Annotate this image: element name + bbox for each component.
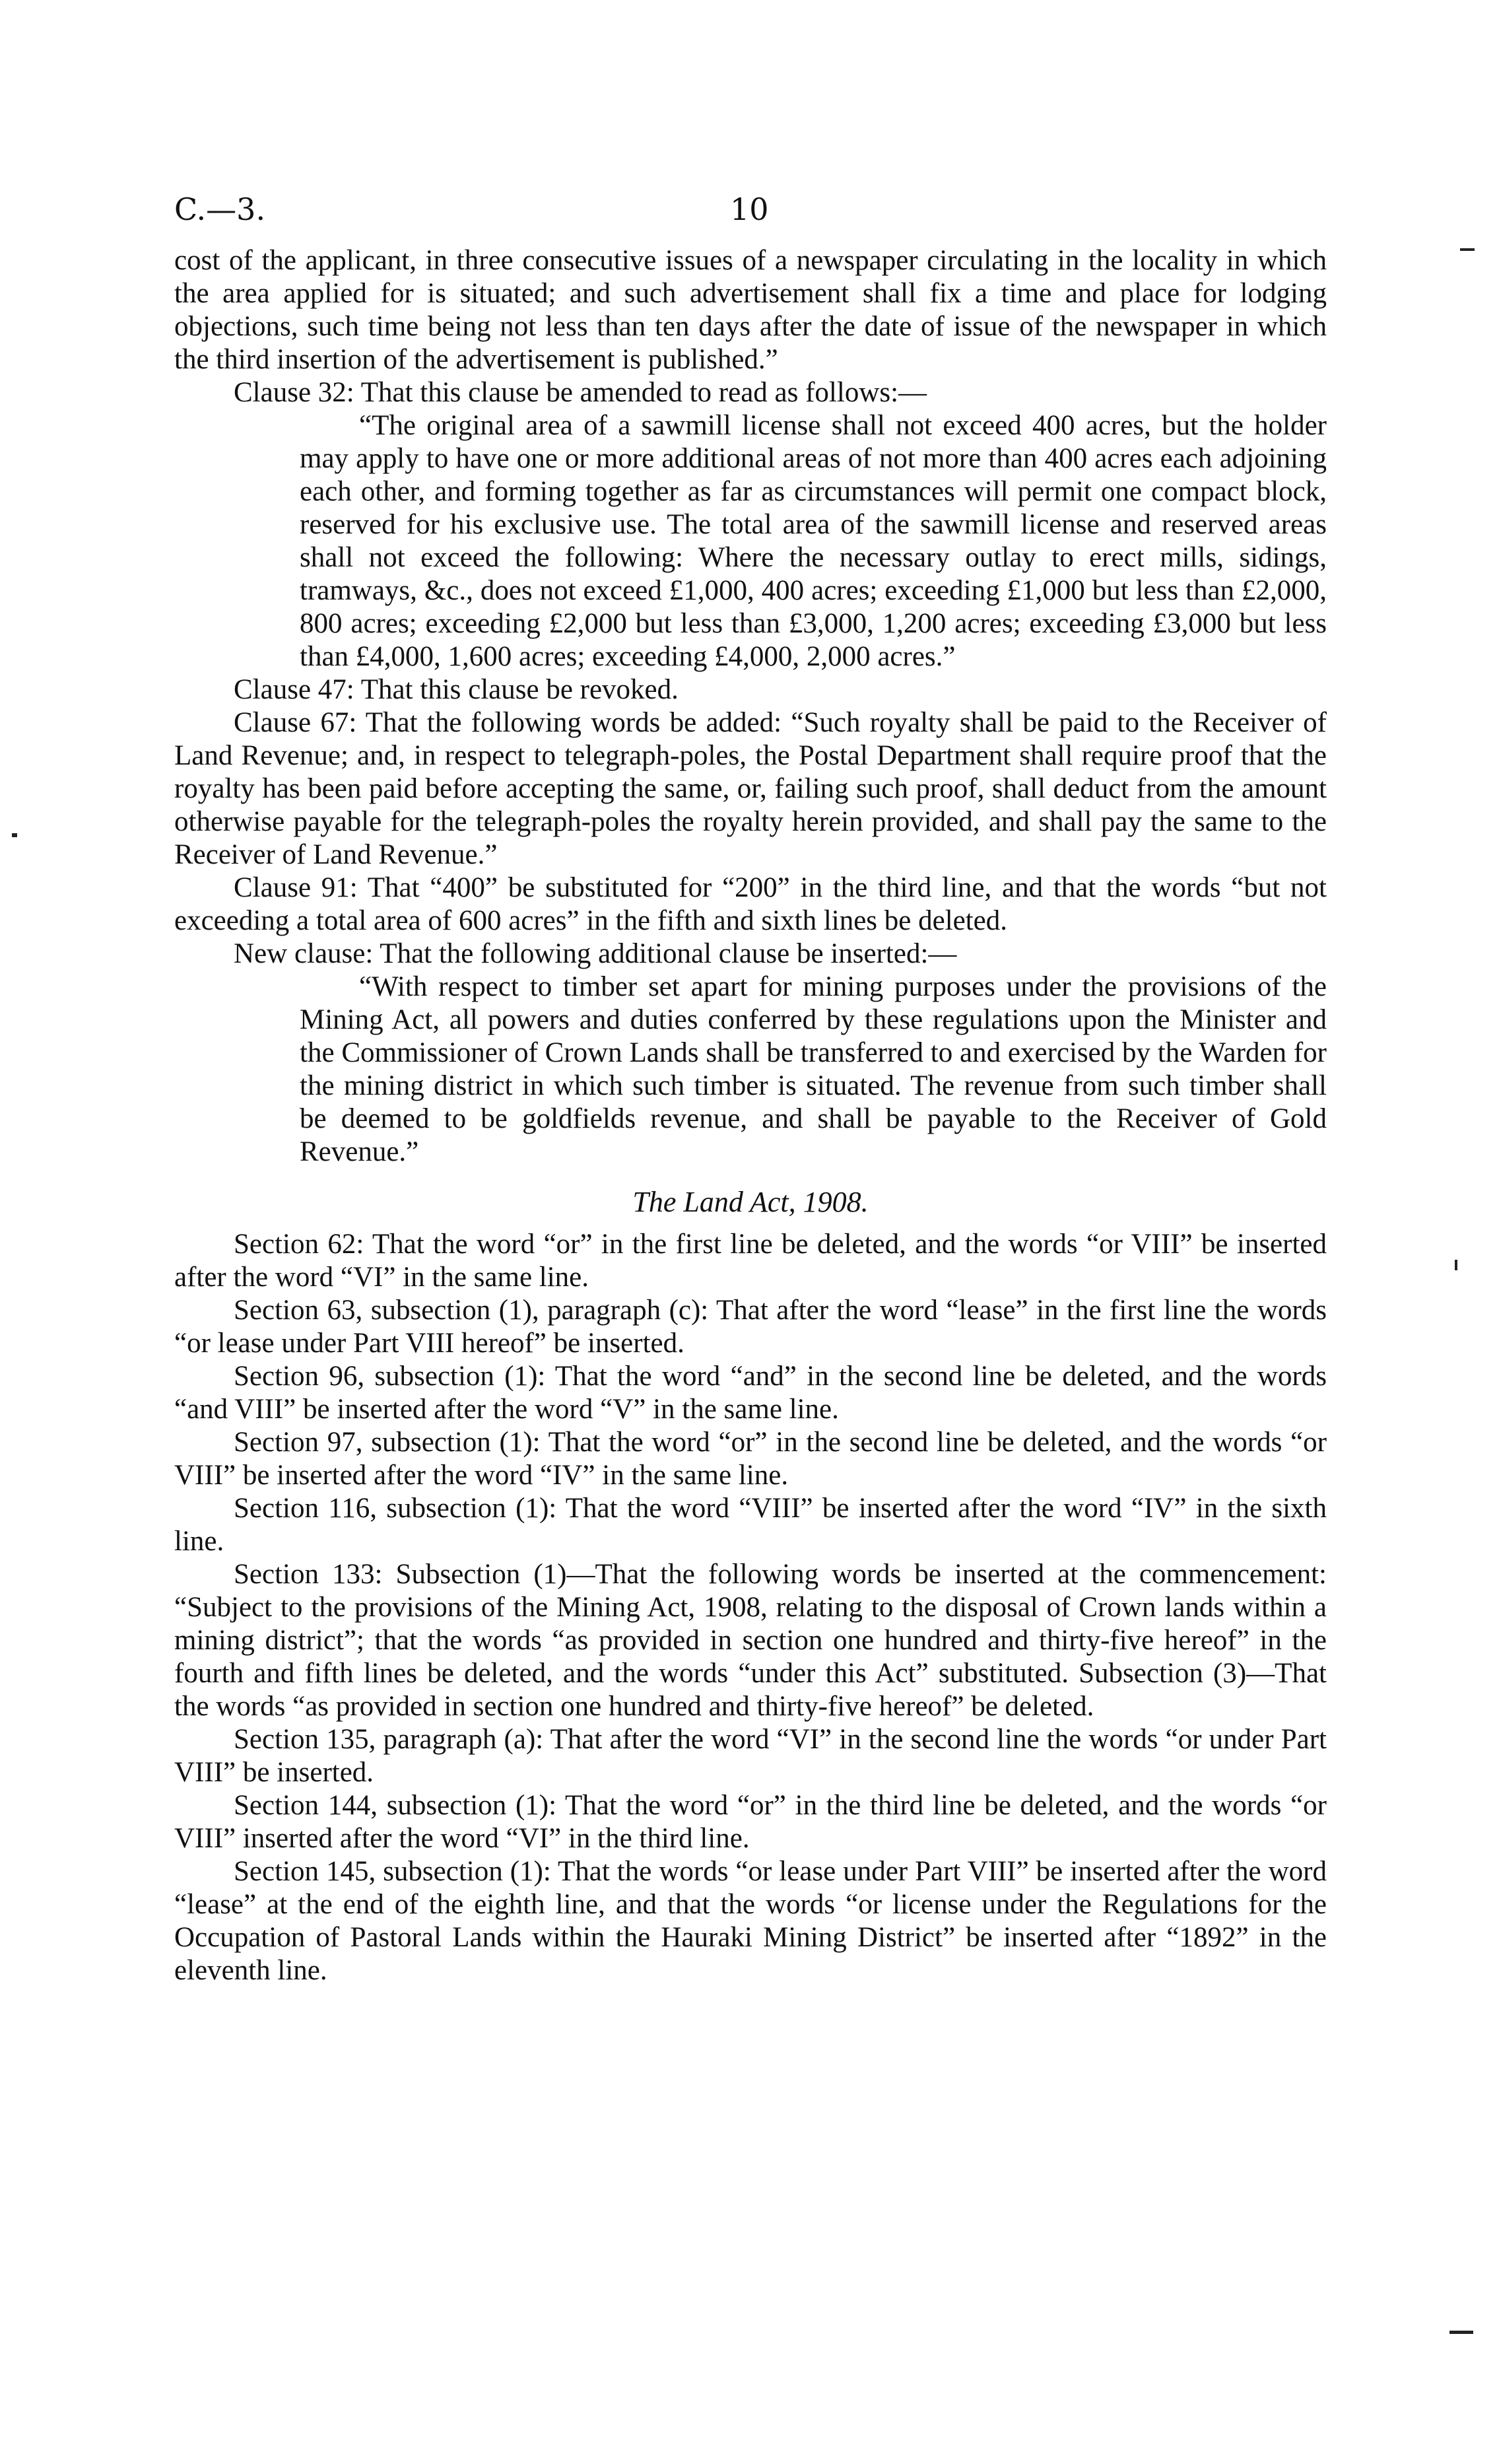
scan-mark (1455, 1260, 1457, 1270)
section-62: Section 62: That the word “or” in the first line be deleted, and the words “or VIII” be inserted after the word “VI” in the same line. (174, 1229, 1327, 1293)
new-clause-quote: “With respect to timber set apart for mining purposes under the provisions of the Mining Act, all powers and duties conferred by these regulations upon the Minister and the Commissioner of Crown Lands shall be transferred to and exercised by the Warden for the mining district in which such timber is situated. The revenue from such timber shall be deemed to be goldfields revenue, and shall be payable to the Receiver of Gold Revenue.” (300, 971, 1327, 1167)
section-145: Section 145, subsection (1): That the words “or lease under Part VIII” be inserted after the word “lease” at the end of the eighth line, and that the words “or license under the Regulations for the Occupation of Pastoral Lands within the Hauraki Mining District” be inserted after “1892” in the eleventh line. (174, 1856, 1327, 1986)
scan-mark (1449, 2331, 1473, 2334)
clause-67: Clause 67: That the following words be added: “Such royalty shall be paid to the Receiver of Land Revenue; and, in respect to telegraph-poles, the Postal Department shall require proof that the royalty has been paid before accepting the same, or, failing such proof, shall deduct from the amount otherwise payable for the telegraph-poles the royalty herein provided, and shall pay the same to the Receiver of Land Revenue.” (174, 707, 1327, 870)
section-96: Section 96, subsection (1): That the word “and” in the second line be deleted, and the words “and VIII” be inserted after the word “V” in the same line. (174, 1361, 1327, 1425)
paragraph-continuation: cost of the applicant, in three consecutive issues of a newspaper circulating in the locality in which the area applied for is situated; and such advertisement shall fix a time and place for lodging objections, such time being not less than ten days after the date of issue of the newspaper in which the third insertion of the advertisement is published.” (174, 245, 1327, 375)
page-header (174, 191, 1327, 244)
section-97: Section 97, subsection (1): That the word “or” in the second line be deleted, and the words “or VIII” be inserted after the word “IV” in the same line. (174, 1427, 1327, 1491)
section-116: Section 116, subsection (1): That the word “VIII” be inserted after the word “IV” in the sixth line. (174, 1493, 1327, 1557)
document-body (174, 244, 1327, 1987)
section-63: Section 63, subsection (1), paragraph (c): That after the word “lease” in the first line the words “or lease under Part VIII hereof” be inserted. (174, 1295, 1327, 1359)
clause-47: Clause 47: That this clause be revoked. (234, 674, 679, 705)
clause-91: Clause 91: That “400” be substituted for “200” in the third line, and that the words “but not exceeding a total area of 600 acres” in the fifth and sixth lines be deleted. (174, 872, 1327, 936)
page-number: 10 (730, 191, 769, 227)
clause-32: Clause 32: That this clause be amended to read as follows:— (234, 377, 927, 408)
section-144: Section 144, subsection (1): That the word “or” in the third line be deleted, and the words “or VIII” inserted after the word “VI” in the third line. (174, 1790, 1327, 1854)
document-code: C.—3. (174, 191, 266, 227)
clause-32-quote: “The original area of a sawmill license shall not exceed 400 acres, but the holder may apply to have one or more additional areas of not more than 400 acres each adjoining each other, and forming together as far as circumstances will permit one compact block, reserved for his exclusive use. The total area of the sawmill license and reserved areas shall not exceed the following: Where the necessary outlay to erect mills, sidings, tramways, &c., does not exceed £1,000, 400 acres; exceeding £1,000 but less than £2,000, 800 acres; exceeding £2,000 but less than £3,000, 1,200 acres; exceeding £3,000 but less than £4,000, 1,600 acres; exceeding £4,000, 2,000 acres.” (300, 410, 1327, 672)
document-page (174, 191, 1327, 1987)
new-clause: New clause: That the following additional clause be inserted:— (234, 938, 957, 969)
scan-mark (1460, 248, 1475, 251)
scan-mark (12, 833, 17, 837)
section-135: Section 135, paragraph (a): That after the word “VI” in the second line the words “or under Part VIII” be inserted. (174, 1724, 1327, 1788)
section-heading: The Land Act, 1908. (632, 1186, 869, 1218)
section-133: Section 133: Subsection (1)—That the following words be inserted at the commencement: “Subject to the provisions of the Mining Act, 1908, relating to the disposal of Crown lands within a mining district”; that the words “as provided in section one hundred and thirty-five hereof” in the fourth and fifth lines be deleted, and the words “under this Act” substituted. Subsection (3)—That the words “as provided in section one hundred and thirty-five hereof” be deleted. (174, 1559, 1327, 1722)
